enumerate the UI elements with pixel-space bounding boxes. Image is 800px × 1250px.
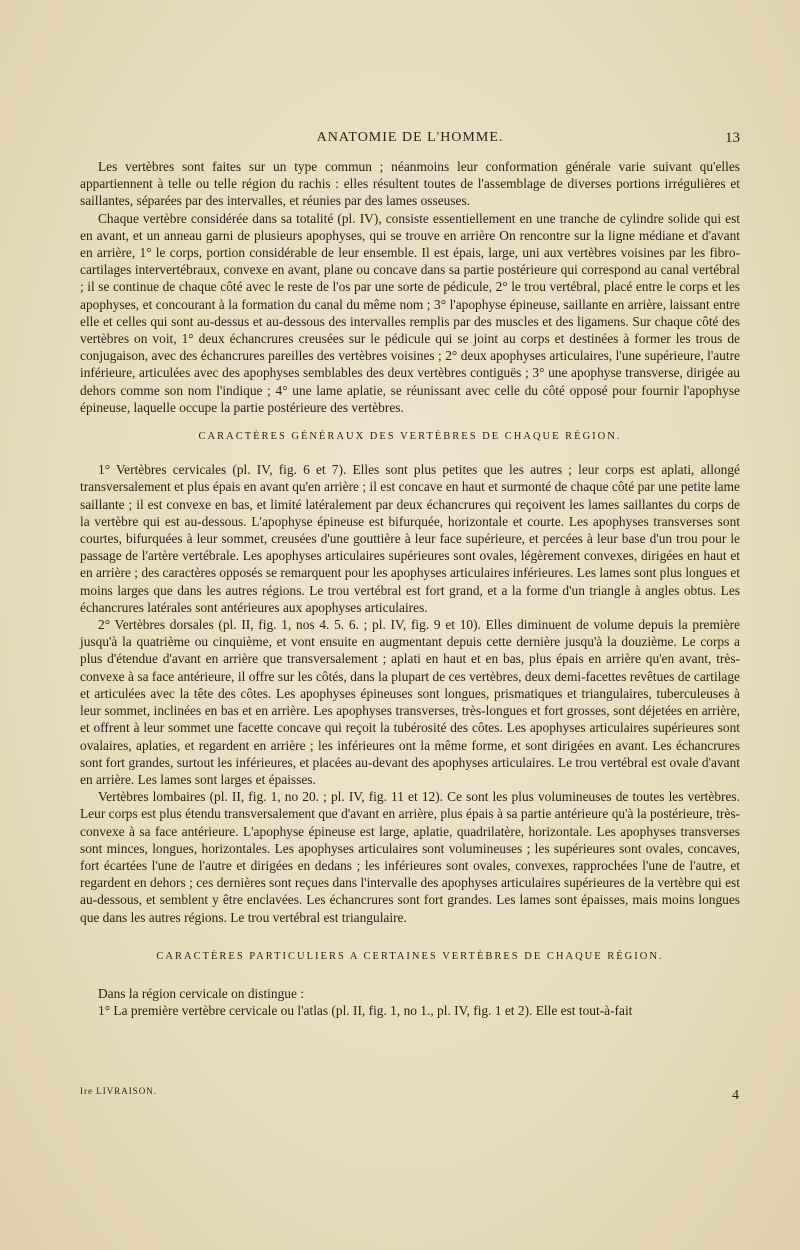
running-head: [80, 130, 740, 152]
page-number: 13: [725, 130, 740, 146]
paragraph: 2° Vertèbres dorsales (pl. II, fig. 1, nos 4. 5. 6. ; pl. IV, fig. 9 et 10). Elles diminuent de volume depuis la première jusqu'à la quatrième ou cinquième, et vont ensuite en augmentant depuis cette dernière jusqu'à la douzième. Le corps a plus d'étendue d'avant en arrière que transversalement ; aplati en haut et en bas, plus épais en arrière qu'en avant, très-convexe à sa face antérieure, il offre sur les côtés, dans la plupart de ces vertèbres, deux demi-facettes revêtues de cartilage et articulées avec la tête des côtes. Les apophyses épineuses sont longues, prismatiques et triangulaires, tuberculeuses à leur sommet, inclinées en bas et en arrière. Les apophyses transverses, très-longues et fort grosses, sont déjetées en arrière, et offrent à leur sommet une facette concave qui reçoit la tubérosité des côtes. Les apophyses articulaires supérieures sont ovalaires, aplaties, et regardent en arrière ; les inférieures ont la même forme, et sont dirigées en avant. Les échancrures sont fort grandes, surtout les inférieures, et placées au-devant des apophyses articulaires. Le trou vertébral est ovale d'avant en arrière. Les lames sont larges et épaisses.: [80, 617, 740, 787]
footer: [80, 1086, 740, 1102]
signature-number: 4: [732, 1088, 740, 1103]
paragraph: Chaque vertèbre considérée dans sa totalité (pl. IV), consiste essentiellement en une tranche de cylindre solide qui est en avant, et un anneau garni de plusieurs apophyses, qui se trouve en arrière On rencontre sur la ligne médiane et d'avant en arrière, 1° le corps, portion considérable de leur ensemble. Il est épais, large, uni aux vertèbres voisines par les fibro-cartilages intervertébraux, convexe en avant, plane ou concave dans sa partie postérieure qui correspond au canal vertébral ; il se continue de chaque côté avec le reste de l'os par une sorte de pédicule, 2° le trou vertébral, placé entre le corps et les apophyses, et concourant à la formation du canal du même nom ; 3° l'apophyse épineuse, saillante en arrière, laissant entre elle et celles qui sont au-dessus et au-dessous des intervalles remplis par des muscles et des ligamens. Sur chaque côté des vertèbres on voit, 1° deux échancrures creusées sur le pédicule qui se joint au corps et destinées à former les trous de conjugaison, avec des échancrures pareilles des vertèbres voisines ; 2° deux apophyses articulaires, l'une supérieure, l'autre inférieure, articulées avec des apophyses semblables des deux vertèbres contiguës ; 3° une apophyse transverse, dirigée au dehors comme son nom l'indique ; 4° une lame aplatie, se réunissant avec celle du côté opposé pour fournir l'apophyse épineuse, laquelle occupe la partie postérieure des vertèbres.: [80, 210, 740, 415]
running-title: ANATOMIE DE L'HOMME.: [316, 130, 504, 145]
section-heading: CARACTÈRES PARTICULIERS A CERTAINES VERTÈBRES DE CHAQUE RÉGION.: [156, 950, 664, 962]
body-text: [80, 158, 740, 1019]
paragraph: 1° La première vertèbre cervicale ou l'atlas (pl. II, fig. 1, no 1., pl. IV, fig. 1 et 2). Elle est tout-à-fait: [98, 1003, 633, 1019]
paragraph: Les vertèbres sont faites sur un type commun ; néanmoins leur conformation générale varie suivant qu'elles appartiennent à telle ou telle région du rachis : elles résultent toutes de l'assemblage de diverses portions irrégulières et saillantes, séparées par des intervalles, et réunies par des lames osseuses.: [80, 159, 740, 209]
paragraph: Vertèbres lombaires (pl. II, fig. 1, no 20. ; pl. IV, fig. 11 et 12). Ce sont les plus volumineuses de toutes les vertèbres. Leur corps est plus étendu transversalement que d'avant en arrière, plus épais à sa partie antérieure qu'à la postérieure, très-convexe à sa face antérieure. L'apophyse épineuse est large, aplatie, quadrilatère, horizontale. Les apophyses transverses sont minces, longues, horizontales. Les apophyses articulaires sont volumineuses ; les supérieures sont ovales, concaves, fort écartées l'une de l'autre et dirigées en dedans ; les inférieures sont ovales, convexes, rapprochées l'une de l'autre, et regardent en dehors ; ces dernières sont reçues dans l'intervalle des apophyses articulaires supérieures de la vertèbre qui est au-dessous, et semblent y être enclavées. Les échancrures sont fort grandes. Les lames sont épaisses, mais moins longues que dans les autres régions. Le trou vertébral est triangulaire.: [80, 789, 740, 925]
section-heading: CARACTÈRES GÉNÉRAUX DES VERTÈBRES DE CHAQUE RÉGION.: [198, 431, 622, 443]
signature-mark: Ire LIVRAISON.: [80, 1086, 157, 1096]
paragraph: Dans la région cervicale on distingue :: [98, 985, 304, 1001]
paragraph: 1° Vertèbres cervicales (pl. IV, fig. 6 et 7). Elles sont plus petites que les autres ; leur corps est aplati, allongé transversalement et plus épais en avant qu'en arrière ; il est concave en haut et surmonté de chaque côté par une petite lame saillante ; il est convexe en bas, et limité latéralement par deux échancrures qui reçoivent les lames saillantes du corps de la vertèbre qui est au-dessous. L'apophyse épineuse est bifurquée, horizontale et courte. Les apophyses transverses sont courtes, bifurquées à leur sommet, creusées d'une gouttière à leur face supérieure, et percées à leur base d'un trou pour le passage de l'artère vertébrale. Les apophyses articulaires supérieures sont ovales, légèrement convexes, dirigées en haut et en arrière ; des caractères opposés se remarquent pour les apophyses articulaires inférieures. Les lames sont plus longues et moins larges que dans les autres régions. Le trou vertébral est fort grand, et a la forme d'un triangle à angles obtus. Les échancrures latérales sont antérieures aux apophyses articulaires.: [80, 462, 740, 615]
